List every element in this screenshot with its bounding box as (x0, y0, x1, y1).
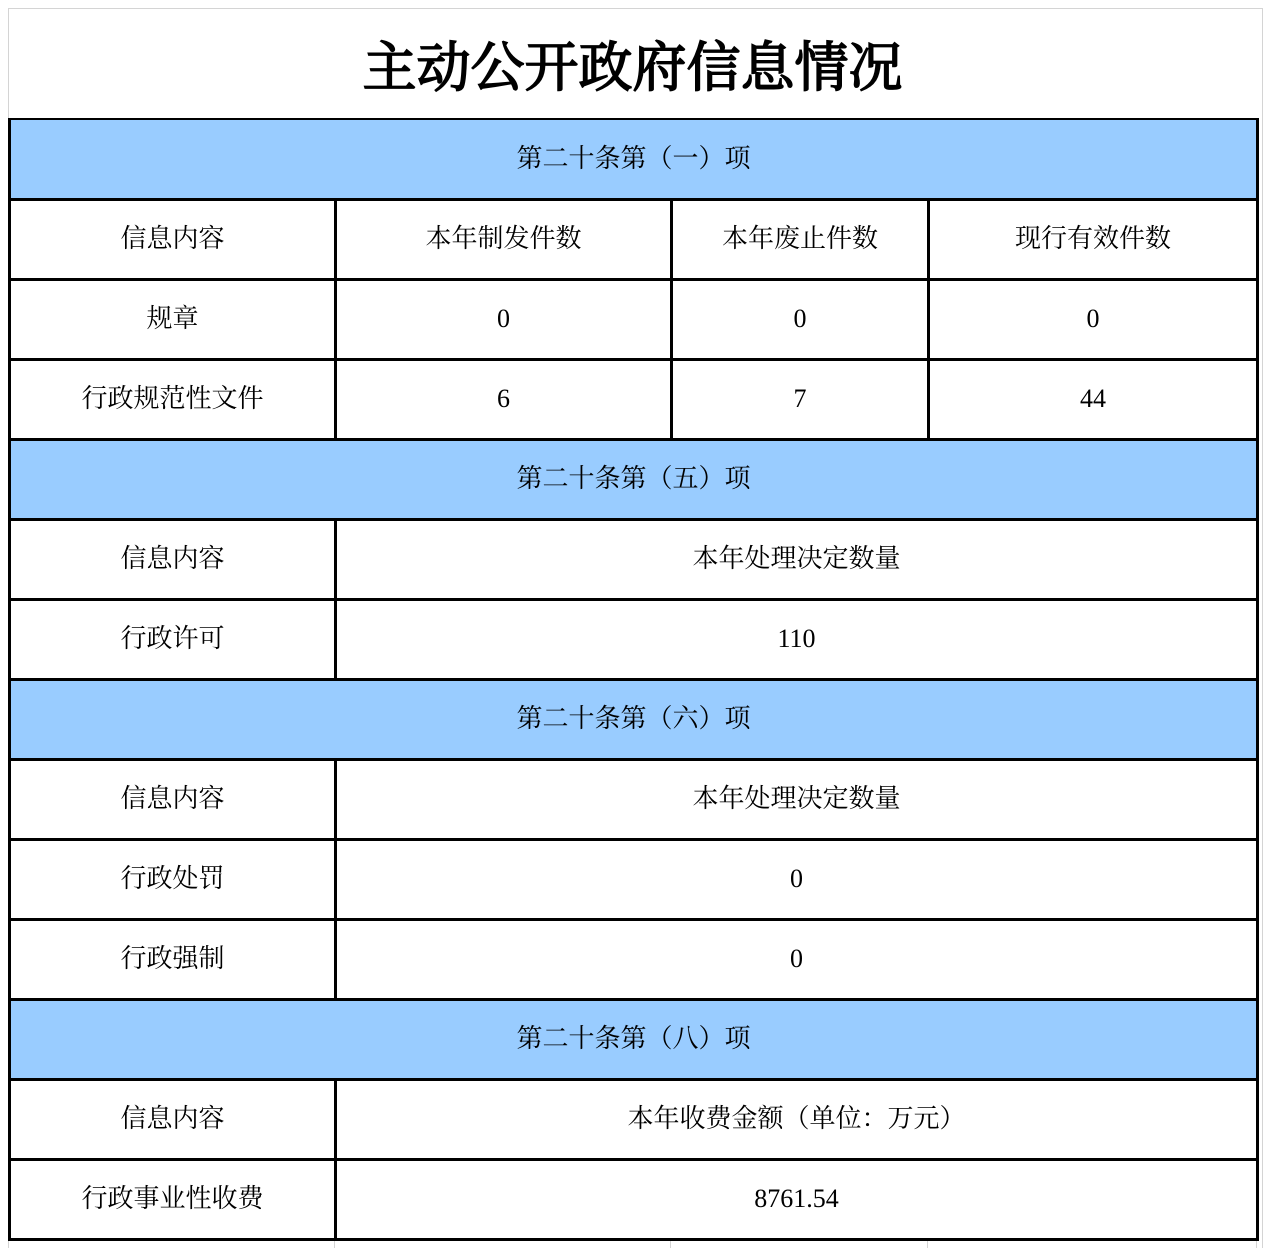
cell-value: 0 (336, 279, 672, 359)
row-label: 行政强制 (10, 919, 336, 999)
row-label: 行政规范性文件 (10, 359, 336, 439)
gridline (670, 1240, 671, 1248)
section-heading: 第二十条第（一）项 (10, 119, 1258, 199)
disclosure-table (8, 118, 1259, 1241)
page-title: 主动公开政府信息情况 (362, 38, 903, 98)
row-label: 行政处罚 (10, 839, 336, 919)
table-row (10, 1159, 1258, 1239)
cell-value: 0 (336, 839, 1258, 919)
section-heading-row (10, 679, 1258, 759)
section-heading-row (10, 119, 1258, 199)
gridline (927, 1240, 928, 1248)
column-header-info-content: 信息内容 (10, 199, 336, 279)
table-row (10, 599, 1258, 679)
column-header-row (10, 1079, 1258, 1159)
table-row (10, 919, 1258, 999)
column-header-decision-count: 本年处理决定数量 (336, 519, 1258, 599)
cell-value: 44 (929, 359, 1258, 439)
gridline (334, 1240, 335, 1248)
column-header-info-content: 信息内容 (10, 519, 336, 599)
column-header-row (10, 199, 1258, 279)
cell-value: 7 (672, 359, 929, 439)
column-header-repealed-count: 本年废止件数 (672, 199, 929, 279)
column-header-info-content: 信息内容 (10, 759, 336, 839)
cell-value: 6 (336, 359, 672, 439)
table-row (10, 279, 1258, 359)
row-label: 行政许可 (10, 599, 336, 679)
section-heading-row (10, 439, 1258, 519)
column-header-row (10, 759, 1258, 839)
table-row (10, 359, 1258, 439)
row-label: 行政事业性收费 (10, 1159, 336, 1239)
column-header-issued-count: 本年制发件数 (336, 199, 672, 279)
cell-value: 110 (336, 599, 1258, 679)
gridline (8, 1240, 9, 1248)
column-header-fee-amount: 本年收费金额（单位：万元） (336, 1079, 1258, 1159)
cell-value: 0 (336, 919, 1258, 999)
section-heading: 第二十条第（六）项 (10, 679, 1258, 759)
column-header-decision-count: 本年处理决定数量 (336, 759, 1258, 839)
column-header-info-content: 信息内容 (10, 1079, 336, 1159)
title-cell (9, 9, 1256, 118)
gridline (1256, 1240, 1257, 1248)
column-header-row (10, 519, 1258, 599)
column-header-in-force-count: 现行有效件数 (929, 199, 1258, 279)
section-heading: 第二十条第（五）项 (10, 439, 1258, 519)
table-row (10, 839, 1258, 919)
cell-value: 0 (672, 279, 929, 359)
row-label: 规章 (10, 279, 336, 359)
gridline (1262, 8, 1263, 1248)
section-heading-row (10, 999, 1258, 1079)
cell-value: 8761.54 (336, 1159, 1258, 1239)
section-heading: 第二十条第（八）项 (10, 999, 1258, 1079)
cell-value: 0 (929, 279, 1258, 359)
